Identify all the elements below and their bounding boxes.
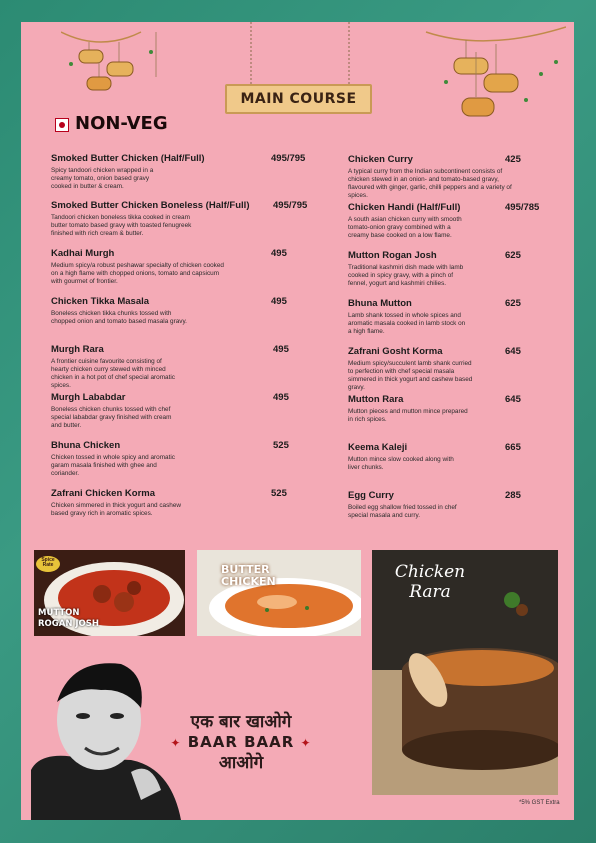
star-icon: ✦	[170, 736, 182, 750]
item-description: Medium spicy/succulent lamb shank curried to perfection with chef special masala simmered in thick yogurt and cashew based gravy.	[348, 360, 473, 391]
tagline-line-1: एक बार खाओगे	[190, 712, 292, 732]
item-name: Mutton Rara	[348, 394, 404, 405]
item-description: Chicken simmered in thick yogurt and cashew based gravy rich in aromatic spices.	[51, 502, 182, 517]
item-price: 625	[505, 250, 521, 261]
menu-item	[51, 153, 341, 191]
item-price: 495/795	[271, 153, 306, 164]
item-name: Egg Curry	[348, 490, 394, 501]
item-description: Mutton mince slow cooked along with liver chunks.	[348, 456, 454, 471]
menu-item	[348, 490, 574, 520]
menu-item	[51, 248, 341, 286]
item-price: 495/795	[273, 200, 308, 211]
hanging-drums-right-decoration	[416, 22, 566, 132]
spice-level-badge: Spice Rate	[41, 557, 55, 568]
chicken-rara-photo	[372, 550, 558, 795]
item-description: Lamb shank tossed in whole spices and aromatic masala cooked in lamb stock on a high flame.	[348, 312, 466, 335]
menu-item	[348, 346, 574, 392]
item-description: Boneless chicken chunks tossed with chef special lababdar gravy finished with cream and butter.	[51, 406, 172, 429]
item-name: Murgh Lababdar	[51, 392, 126, 403]
menu-item	[348, 250, 574, 288]
item-price: 495	[271, 248, 287, 259]
menu-page	[21, 22, 574, 820]
item-name: Smoked Butter Chicken (Half/Full)	[51, 153, 205, 164]
menu-item	[348, 298, 574, 336]
menu-item	[51, 488, 341, 518]
hanging-drums-left-decoration	[61, 22, 201, 102]
menu-item	[51, 200, 341, 238]
item-price: 285	[505, 490, 521, 501]
item-price: 525	[273, 440, 289, 451]
item-price: 495	[271, 296, 287, 307]
item-name: Zafrani Gosht Korma	[348, 346, 443, 357]
item-description: Chicken tossed in whole spicy and aromatic garam masala finished with ghee and coriander.	[51, 454, 175, 477]
item-description: Spicy tandoori chicken wrapped in a creamy tomato, onion based gravy cooked in butter & cream.	[51, 167, 154, 190]
tagline	[156, 712, 326, 773]
menu-item	[348, 394, 574, 424]
category-title: NON-VEG	[75, 113, 168, 134]
menu-item	[51, 392, 341, 430]
mutton-rogan-josh-photo	[34, 550, 185, 636]
item-description: Traditional kashmiri dish made with lamb cooked in spicy gravy, with a pinch of fennel, yogurt and kashmiri chilies.	[348, 264, 464, 287]
item-name: Chicken Curry	[348, 154, 413, 165]
item-name: Smoked Butter Chicken Boneless (Half/Full)	[51, 200, 250, 211]
main-course-signboard	[225, 84, 372, 114]
gst-note: *5% GST Extra	[519, 800, 560, 806]
item-name: Kadhai Murgh	[51, 248, 115, 259]
star-icon: ✦	[300, 736, 312, 750]
item-price: 495	[273, 392, 289, 403]
item-description: A frontier cuisine favourite consisting of hearty chicken curry stewed with minced chicken in a hot pot of chef special aromatic spices.	[51, 358, 175, 389]
photo-caption: BUTTER CHICKEN	[221, 563, 276, 588]
item-description: Mutton pieces and mutton mince prepared in rich spices.	[348, 408, 468, 423]
photo-caption: MUTTON ROGAN JOSH	[38, 608, 100, 629]
item-name: Mutton Rogan Josh	[348, 250, 437, 261]
menu-item	[51, 440, 341, 478]
item-name: Chicken Handi (Half/Full)	[348, 202, 461, 213]
tagline-line-3: आओगे	[218, 753, 264, 773]
item-name: Bhuna Chicken	[51, 440, 121, 451]
photo-caption: Chicken Rara	[394, 562, 466, 602]
item-description: Boneless chicken tikka chunks tossed with chopped onion and tomato based masala gravy.	[51, 310, 187, 325]
item-name: Murgh Rara	[51, 344, 104, 355]
menu-item	[348, 154, 574, 200]
item-description: A typical curry from the Indian subcontinent consists of chicken stewed in an onion- and tomato-based gravy, flavoured with ginger, garlic, chilli peppers and a variety of spices.	[348, 168, 512, 199]
butter-chicken-photo	[197, 550, 361, 636]
item-description: Medium spicy/a robust peshawar specialty of chicken cooked on a high flame with chopped onions, tomato and capsicum with gourmet of frontier.	[51, 262, 224, 285]
item-name: Keema Kaleji	[348, 442, 408, 453]
item-description: Boiled egg shallow fried tossed in chef special masala and curry.	[348, 504, 457, 519]
item-price: 625	[505, 298, 521, 309]
item-description: Tandoori chicken boneless tikka cooked in cream butter tomato based gravy with toasted fenugreek finished with rich cream & butter.	[51, 214, 192, 237]
item-price: 665	[505, 442, 521, 453]
signboard-strings	[241, 22, 361, 86]
non-veg-symbol-icon	[55, 118, 69, 132]
item-name: Chicken Tikka Masala	[51, 296, 150, 307]
item-price: 645	[505, 346, 521, 357]
menu-item	[51, 296, 341, 326]
menu-item	[348, 442, 574, 472]
item-price: 525	[271, 488, 287, 499]
section-title: MAIN COURSE	[240, 91, 357, 107]
menu-item	[51, 344, 341, 390]
item-price: 645	[505, 394, 521, 405]
item-name: Zafrani Chicken Korma	[51, 488, 155, 499]
tagline-line-2: ✦ BAAR BAAR ✦	[170, 733, 312, 751]
menu-item	[348, 202, 574, 240]
item-name: Bhuna Mutton	[348, 298, 412, 309]
item-description: A south asian chicken curry with smooth tomato-onion gravy combined with a creamy base cooked on a low flame.	[348, 216, 462, 239]
item-price: 425	[505, 154, 521, 165]
item-price: 495/785	[505, 202, 540, 213]
item-price: 495	[273, 344, 289, 355]
